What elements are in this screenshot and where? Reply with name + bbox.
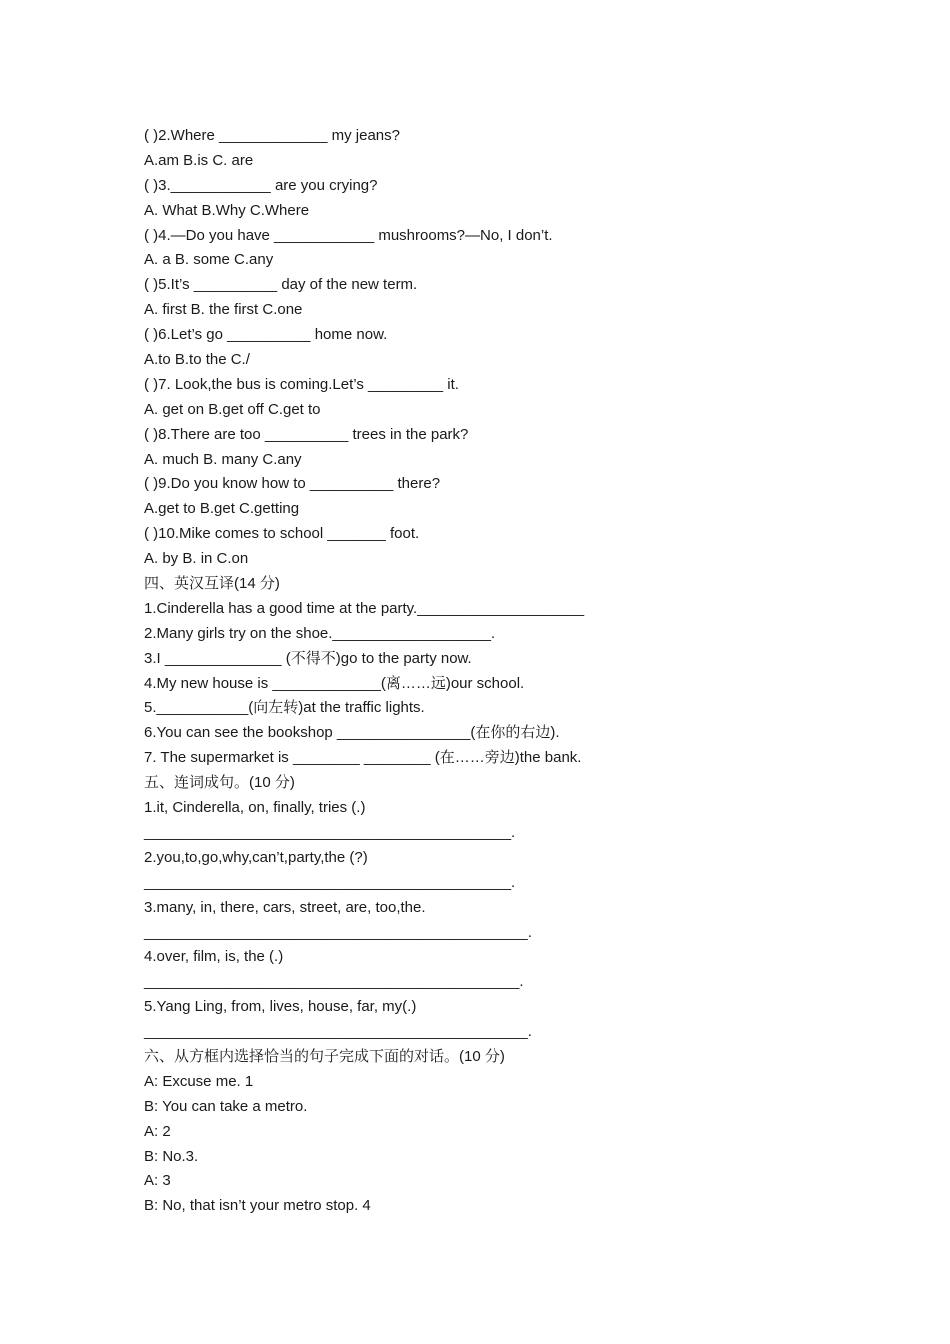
translation-3: 3.I ______________ (不得不)go to the party now.	[144, 649, 472, 667]
translation-7: 7. The supermarket is ________ ________ (在……旁边)the bank.	[144, 749, 582, 767]
question-6: ( )6.Let’s go __________ home now.	[144, 326, 388, 344]
question-4-options: A. a B. some C.any	[144, 251, 274, 269]
question-3: ( )3.____________ are you crying?	[144, 176, 378, 194]
sentence-2-words: 2.you,to,go,why,can’t,party,the (?)	[144, 848, 368, 866]
sentence-3-words: 3.many, in, there, cars, street, are, too,the.	[144, 898, 426, 916]
question-8-options: A. much B. many C.any	[144, 450, 302, 468]
dialogue-line-5: A: 3	[144, 1172, 171, 1190]
question-7-options: A. get on B.get off C.get to	[144, 400, 321, 418]
sentence-2-blank: ____________________________________________.	[144, 873, 516, 891]
question-10: ( )10.Mike comes to school _______ foot.	[144, 525, 420, 543]
question-4: ( )4.—Do you have ____________ mushrooms?—No, I don’t.	[144, 226, 553, 244]
sentence-1-words: 1.it, Cinderella, on, finally, tries (.)	[144, 799, 366, 817]
dialogue-line-6: B: No, that isn’t your metro stop. 4	[144, 1197, 371, 1215]
dialogue-line-2: B: You can take a metro.	[144, 1097, 308, 1115]
sentence-5-blank: ______________________________________________.	[144, 1023, 532, 1041]
section-4-heading: 四、英汉互译(14 分)	[144, 575, 280, 593]
question-10-options: A. by B. in C.on	[144, 550, 249, 568]
dialogue-line-1: A: Excuse me. 1	[144, 1072, 254, 1090]
sentence-4-words: 4.over, film, is, the (.)	[144, 948, 284, 966]
question-3-options: A. What B.Why C.Where	[144, 201, 310, 219]
question-8: ( )8.There are too __________ trees in the park?	[144, 425, 469, 443]
dialogue-line-3: A: 2	[144, 1122, 171, 1140]
question-9: ( )9.Do you know how to __________ there?	[144, 475, 441, 493]
question-9-options: A.get to B.get C.getting	[144, 500, 300, 518]
question-2: ( )2.Where _____________ my jeans?	[144, 127, 400, 144]
question-6-options: A.to B.to the C./	[144, 351, 250, 369]
section-5-heading: 五、连词成句。(10 分)	[144, 774, 295, 792]
question-2-options: A.am B.is C. are	[144, 151, 254, 169]
translation-2: 2.Many girls try on the shoe.___________________.	[144, 624, 496, 642]
translation-5: 5.___________(向左转)at the traffic lights.	[144, 699, 425, 717]
translation-1: 1.Cinderella has a good time at the party.____________________	[144, 599, 585, 617]
dialogue-line-4: B: No.3.	[144, 1147, 199, 1165]
section-6-heading: 六、从方框内选择恰当的句子完成下面的对话。(10 分)	[144, 1047, 505, 1065]
translation-6: 6.You can see the bookshop ________________(在你的右边).	[144, 724, 560, 742]
sentence-3-blank: ______________________________________________.	[144, 923, 532, 941]
question-5-options: A. first B. the first C.one	[144, 301, 303, 319]
translation-4: 4.My new house is _____________(离……远)our school.	[144, 674, 525, 692]
document-content	[144, 124, 824, 1219]
question-7: ( )7. Look,the bus is coming.Let’s _________ it.	[144, 375, 459, 393]
question-5: ( )5.It’s __________ day of the new term.	[144, 276, 418, 294]
sentence-4-blank: _____________________________________________.	[144, 973, 524, 991]
sentence-5-words: 5.Yang Ling, from, lives, house, far, my(.)	[144, 998, 417, 1016]
sentence-1-blank: ____________________________________________.	[144, 823, 516, 841]
